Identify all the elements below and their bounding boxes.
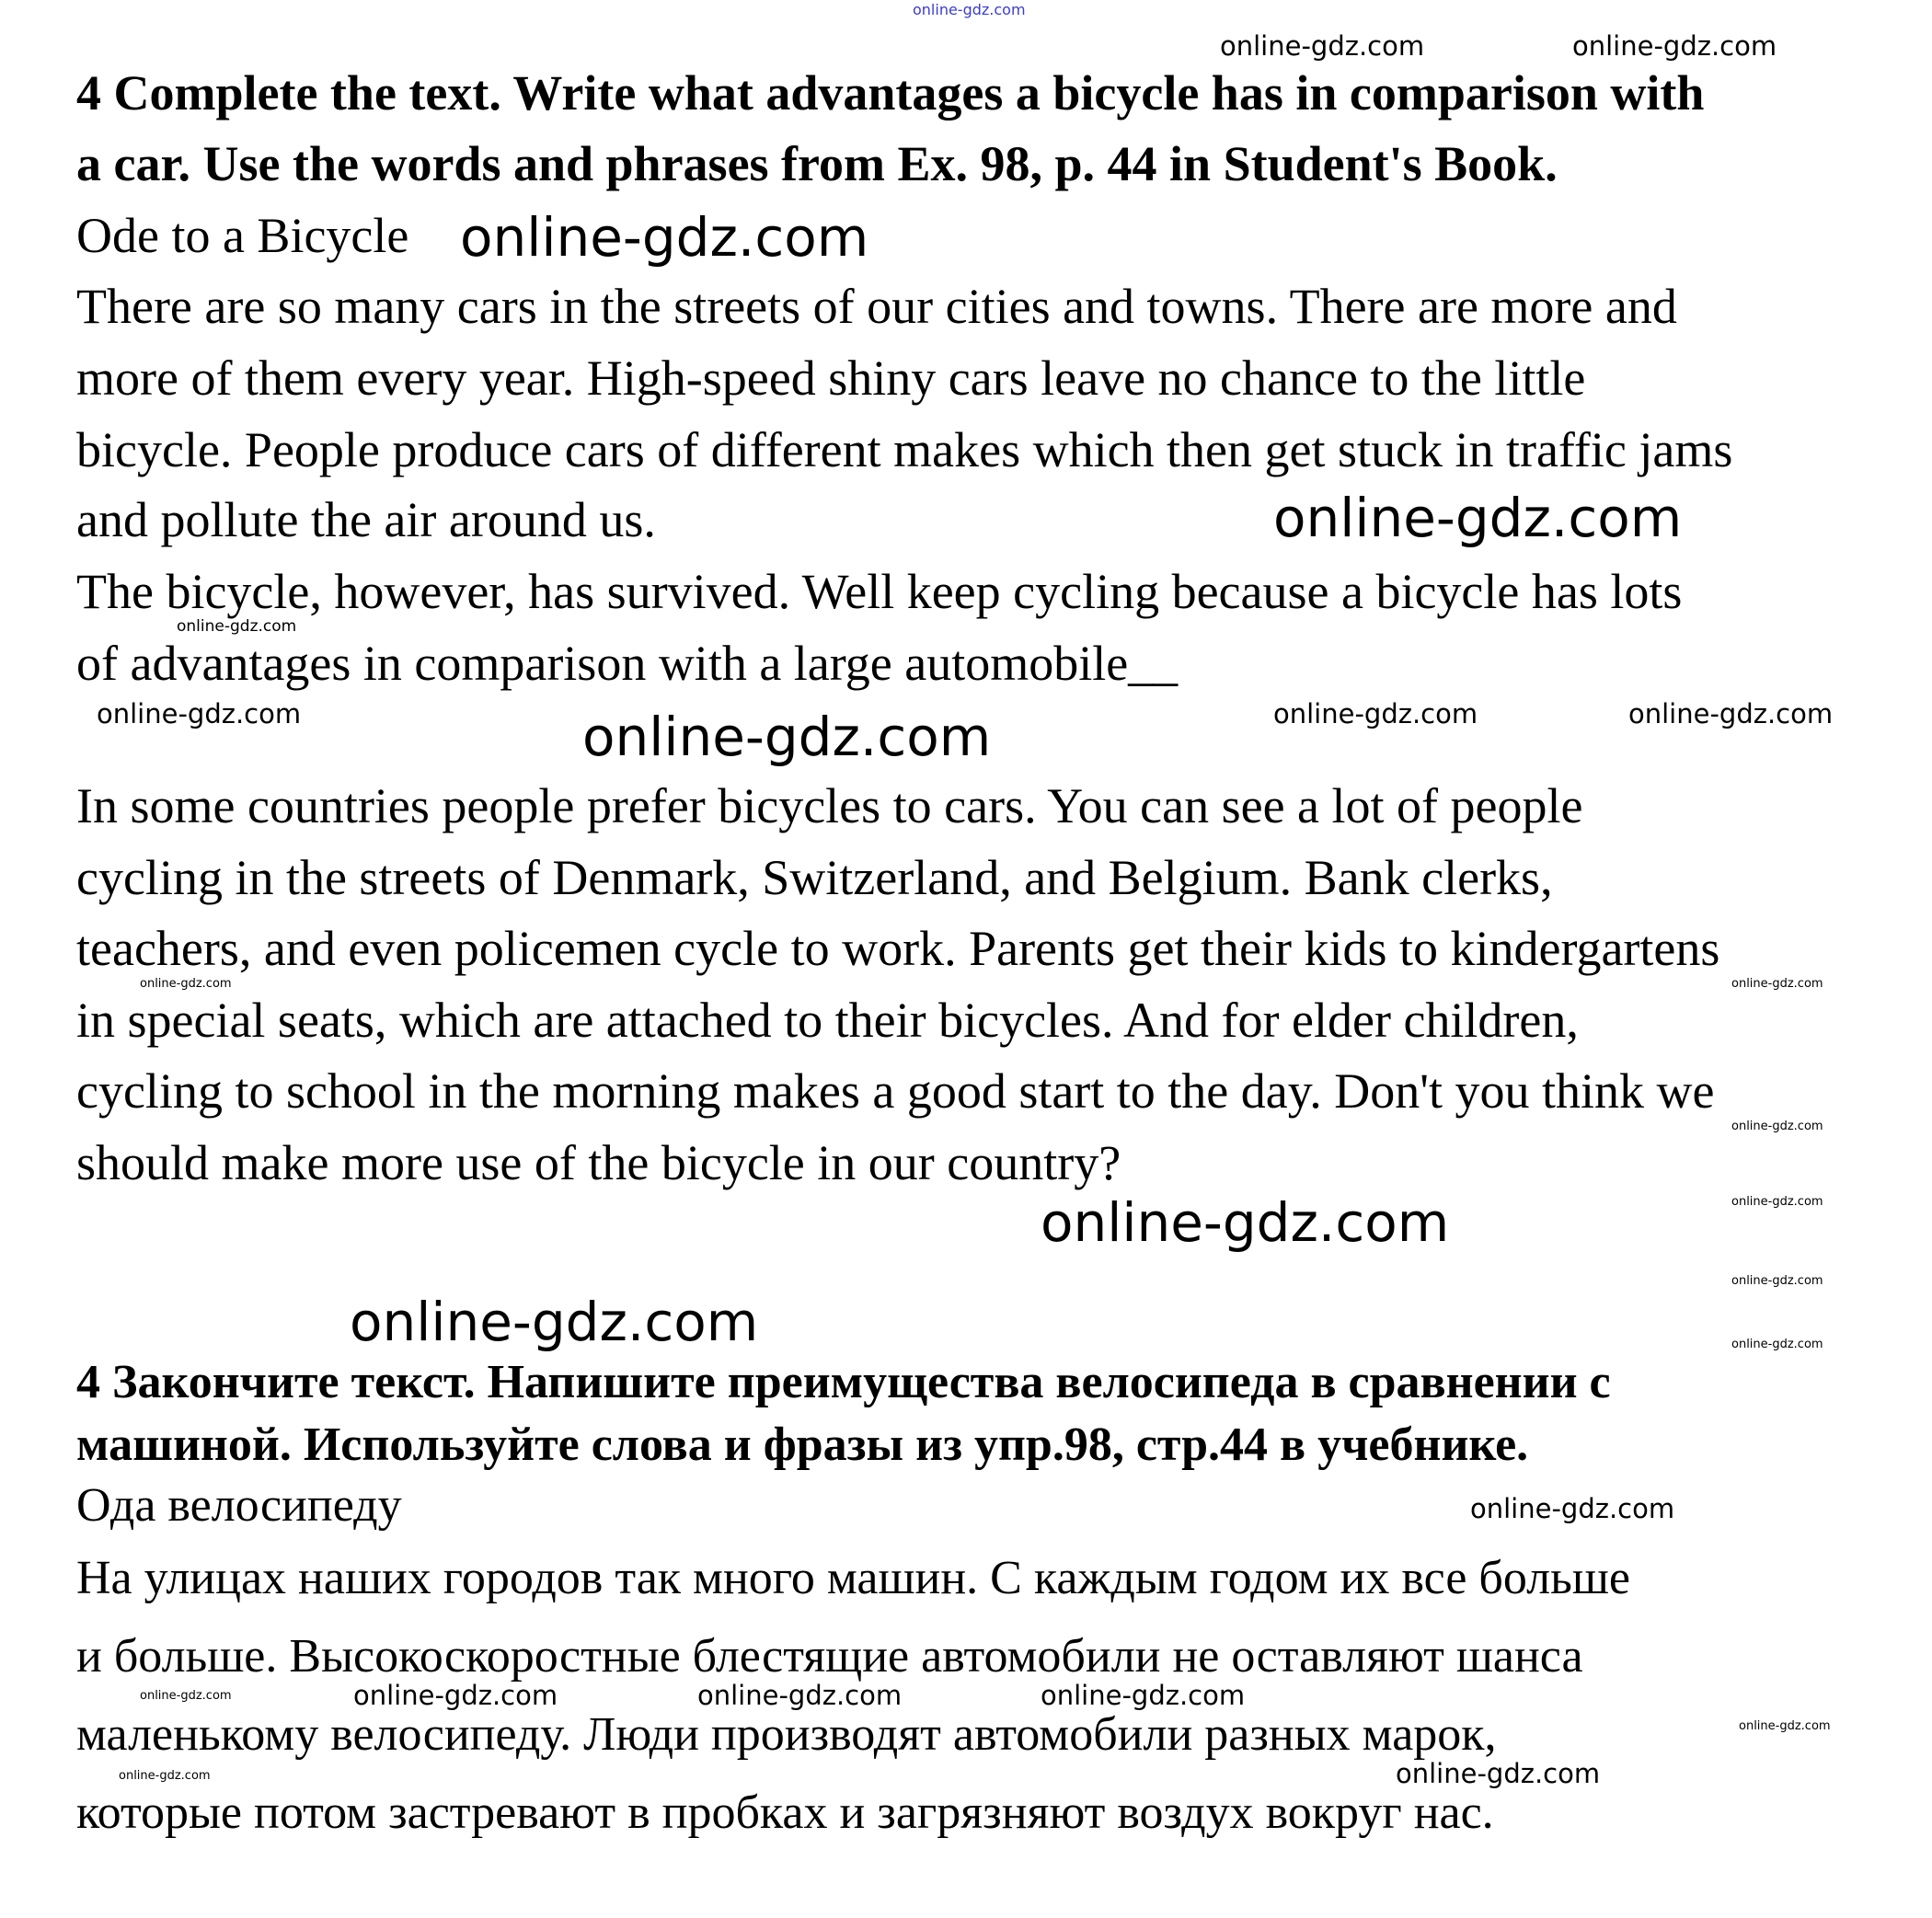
body-line-ru: маленькому велосипеду. Люди производят автомобили разных марок, xyxy=(76,1708,1497,1761)
watermark: online-gdz.com xyxy=(353,1680,558,1711)
body-line-ru: и больше. Высокоскоростные блестящие автомобили не оставляют шанса xyxy=(76,1630,1583,1683)
exercise-heading-en-line-2: a car. Use the words and phrases from Ex. 98, p. 44 in Student's Book. xyxy=(76,136,1558,191)
watermark: online-gdz.com xyxy=(1628,698,1834,729)
watermark: online-gdz.com xyxy=(1731,1274,1823,1288)
watermark: online-gdz.com xyxy=(1572,30,1777,62)
body-line: of advantages in comparison with a large automobile__ xyxy=(76,636,1179,691)
watermark: online-gdz.com xyxy=(350,1291,759,1353)
watermark: online-gdz.com xyxy=(1273,487,1683,549)
watermark: online-gdz.com xyxy=(1470,1493,1675,1524)
body-line: cycling to school in the morning makes a good start to the day. Don't you think we xyxy=(76,1063,1715,1119)
watermark: online-gdz.com xyxy=(1731,1195,1823,1209)
watermark: online-gdz.com xyxy=(1739,1719,1831,1733)
watermark: online-gdz.com xyxy=(1396,1758,1601,1789)
watermark: online-gdz.com xyxy=(119,1769,211,1783)
exercise-heading-ru-line-2: машиной. Используйте слова и фразы из упр.98, стр.44 в учебнике. xyxy=(76,1418,1529,1471)
watermark: online-gdz.com xyxy=(140,1689,232,1703)
watermark: online-gdz.com xyxy=(177,617,297,636)
text-title-en: Ode to a Bicycle xyxy=(76,208,409,263)
exercise-heading-en-line-1: 4 Complete the text. Write what advantages a bicycle has in comparison with xyxy=(76,65,1705,121)
watermark: online-gdz.com xyxy=(913,1,1026,18)
watermark: online-gdz.com xyxy=(1220,30,1425,62)
text-title-ru: Ода велосипеду xyxy=(76,1479,402,1532)
body-line: in special seats, which are attached to their bicycles. And for elder children, xyxy=(76,993,1579,1048)
watermark: online-gdz.com xyxy=(1041,1191,1450,1254)
body-line: In some countries people prefer bicycles to cars. You can see a lot of people xyxy=(76,778,1583,833)
watermark: online-gdz.com xyxy=(1731,1120,1823,1133)
watermark: online-gdz.com xyxy=(697,1680,903,1711)
body-line: should make more use of the bicycle in our country? xyxy=(76,1135,1121,1190)
watermark: online-gdz.com xyxy=(140,977,232,991)
watermark: online-gdz.com xyxy=(1731,1338,1823,1351)
body-line-ru: На улицах наших городов так много машин. С каждым годом их все больше xyxy=(76,1552,1630,1604)
body-line: teachers, and even policemen cycle to work. Parents get their kids to kindergartens xyxy=(76,921,1720,976)
body-line-ru: которые потом застревают в пробках и загрязняют воздух вокруг нас. xyxy=(76,1786,1494,1839)
watermark: online-gdz.com xyxy=(1731,977,1823,991)
exercise-heading-ru-line-1: 4 Закончите текст. Напишите преимущества велосипеда в сравнении с xyxy=(76,1356,1611,1408)
body-line: cycling in the streets of Denmark, Switzerland, and Belgium. Bank clerks, xyxy=(76,850,1553,905)
body-line: and pollute the air around us. xyxy=(76,492,656,547)
watermark: online-gdz.com xyxy=(582,706,992,768)
watermark: online-gdz.com xyxy=(1273,698,1478,729)
body-line: bicycle. People produce cars of different makes which then get stuck in traffic jams xyxy=(76,422,1733,477)
watermark: online-gdz.com xyxy=(1041,1680,1246,1711)
body-line: There are so many cars in the streets of our cities and towns. There are more and xyxy=(76,279,1677,334)
body-line: The bicycle, however, has survived. Well keep cycling because a bicycle has lots xyxy=(76,564,1683,619)
body-line: more of them every year. High-speed shiny cars leave no chance to the little xyxy=(76,350,1586,406)
watermark: online-gdz.com xyxy=(97,698,302,729)
watermark: online-gdz.com xyxy=(460,206,869,269)
